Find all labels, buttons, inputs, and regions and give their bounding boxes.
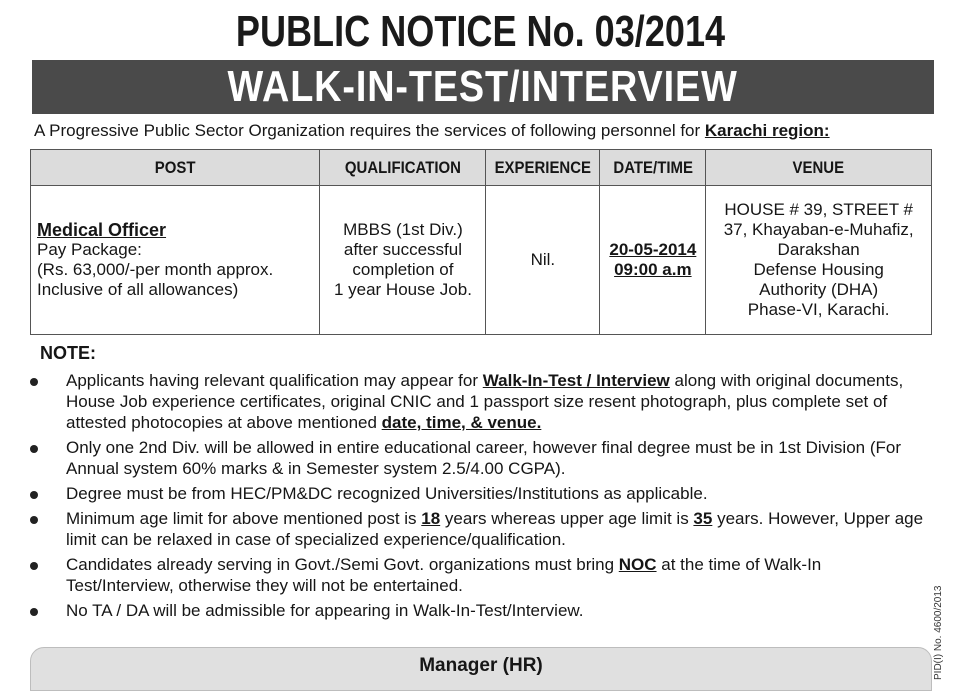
list-item: Minimum age limit for above mentioned post is 18 years whereas upper age limit is 35 years. However, Upper age limit can be relaxed in case of specialized experience/qualification. [28, 508, 928, 550]
post-cell [31, 186, 320, 335]
venue-line: HOUSE # 39, STREET # [724, 200, 913, 219]
header-date-time: DATE/TIME [600, 150, 706, 186]
list-item: No TA / DA will be admissible for appearing in Walk-In-Test/Interview. [28, 600, 928, 621]
pay-amount: (Rs. 63,000/-per month approx. [37, 260, 274, 279]
pid-number: PID(I) No. 4600/2013 [933, 585, 944, 680]
venue-line: Authority (DHA) [759, 280, 879, 299]
bullet-icon [30, 445, 38, 453]
experience-cell: Nil. [486, 186, 600, 335]
intro-text [34, 121, 934, 141]
bullet-icon [30, 516, 38, 524]
intro-body: A Progressive Public Sector Organization requires the services of following personnel for [34, 121, 705, 140]
venue-cell [706, 186, 932, 335]
bullet-icon [30, 562, 38, 570]
header-experience: EXPERIENCE [486, 150, 600, 186]
signature-footer [30, 647, 932, 691]
walk-in-banner [32, 60, 934, 114]
header-post: POST [31, 150, 320, 186]
qualification-line: completion of [352, 260, 454, 279]
notice-title: PUBLIC NOTICE No. 03/2014 [235, 7, 726, 56]
pay-inclusive: Inclusive of all allowances) [37, 280, 239, 299]
time-value: 09:00 a.m [614, 260, 692, 279]
bullet-icon [30, 608, 38, 616]
intro-region: Karachi region: [704, 121, 830, 140]
venue-line: Defense Housing [753, 260, 884, 279]
list-item: Only one 2nd Div. will be allowed in entire educational career, however final degree must be in 1st Division (For Annual system 60% marks & in Semester system 2.5/4.00 CGPA). [28, 437, 928, 479]
qualification-line: MBBS (1st Div.) [343, 220, 463, 239]
manager-hr: Manager (HR) [419, 655, 543, 676]
header-qualification: QUALIFICATION [320, 150, 486, 186]
qualification-cell [320, 186, 486, 335]
qualification-line: after successful [343, 240, 462, 259]
list-item: Degree must be from HEC/PM&DC recognized Universities/Institutions as applicable. [28, 483, 928, 504]
bullet-icon [30, 491, 38, 499]
notes-list [28, 370, 928, 625]
list-item: Applicants having relevant qualification may appear for Walk-In-Test / Interview along with original documents, House Job experience certificates, original CNIC and 1 passport size resent photograph, plus complete set of attested photocopies at above mentioned date, time, & venue. [28, 370, 928, 433]
venue-line: Phase-VI, Karachi. [747, 300, 890, 319]
post-title: Medical Officer [37, 220, 167, 240]
bullet-icon [30, 378, 38, 386]
table-header-row [31, 150, 932, 186]
venue-line: Darakshan [777, 240, 860, 259]
posts-table [30, 149, 932, 335]
venue-line: 37, Khayaban-e-Muhafiz, [723, 220, 914, 239]
pay-package-label: Pay Package: [37, 240, 142, 259]
qualification-line: 1 year House Job. [333, 280, 472, 299]
header-venue: VENUE [706, 150, 932, 186]
date-time-cell [600, 186, 706, 335]
banner-text: WALK-IN-TEST/INTERVIEW [227, 62, 739, 111]
date-value: 20-05-2014 [609, 240, 697, 259]
note-heading: NOTE: [40, 343, 96, 363]
table-row [31, 186, 932, 335]
list-item: Candidates already serving in Govt./Semi Govt. organizations must bring NOC at the time of Walk-In Test/Interview, otherwise they will not be entertained. [28, 554, 928, 596]
